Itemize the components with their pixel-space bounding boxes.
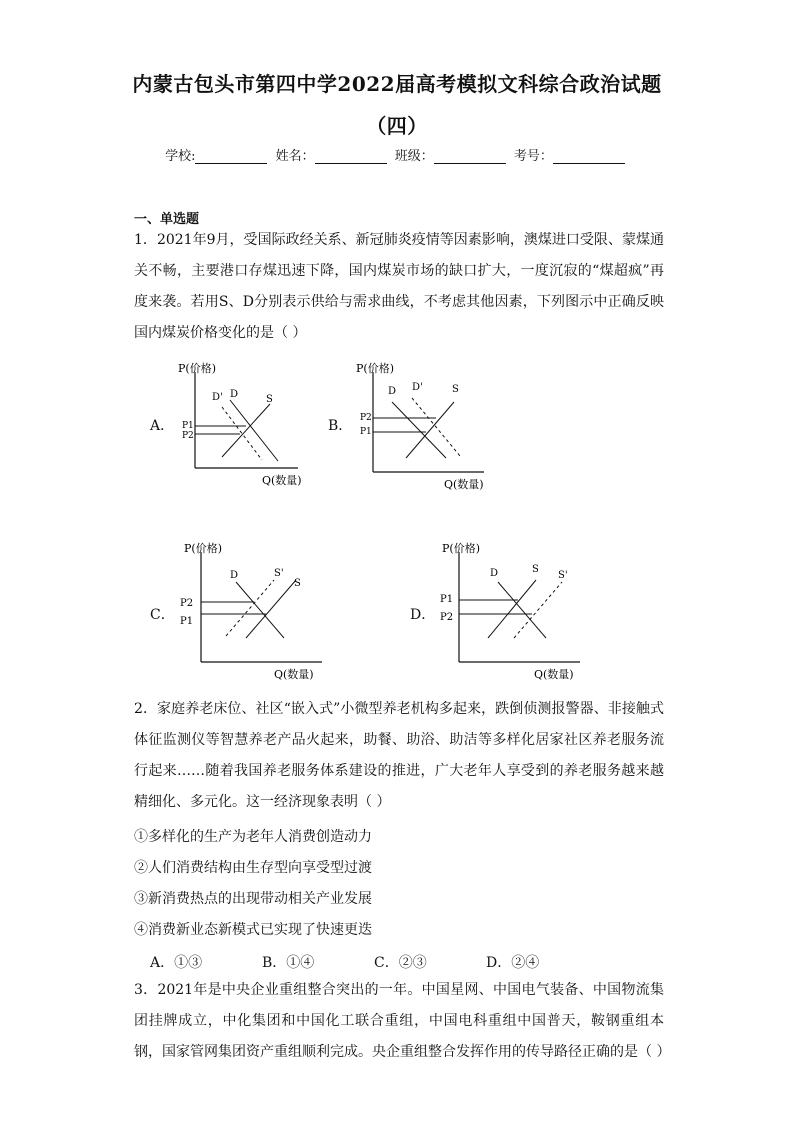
question-3-text: 3．2021年是中央企业重组整合突出的一年。中国星网、中国电气装备、中国物流集团挂牌成立，中化集团和中国化工联合重组，中国电科重组中国普天，鞍钢重组本钢，国家管网集团资产重组顺利完成。央企重组整合发挥作用的传导路径正确的是（ ） <box>134 982 671 1060</box>
exam-number-field[interactable] <box>553 151 625 164</box>
graph-b-letter: B． <box>328 418 353 434</box>
name-label: 姓名： <box>275 149 315 164</box>
choice-c[interactable]: C．②③ <box>374 955 427 971</box>
graph-a-curve-s <box>222 404 270 457</box>
graph-d-y-label: P(价格) <box>442 542 480 555</box>
graph-c-label-s: S <box>294 578 301 589</box>
graph-c-curve-d <box>236 582 284 638</box>
question-2-text: 2．家庭养老床位、社区“嵌入式”小微型养老机构多起来，跌倒侦测报警器、非接触式体征监测仪等智慧养老产品火起来，助餐、助浴、助洁等多样化居家社区养老服务流行起来……随着我国养老服务体系建设的推进，广大老年人享受到的养老服务越来越精细化、多元化。这一经济现象表明（ ） <box>134 701 664 810</box>
graph-b-price-1: P2 <box>360 413 372 423</box>
graph-b-price-2: P1 <box>360 427 372 437</box>
graph-c-letter: C． <box>150 607 175 623</box>
graph-c-price-2: P1 <box>180 616 194 627</box>
graph-d-label-s: S <box>532 564 539 575</box>
graph-a-curve-d <box>230 400 278 461</box>
school-label: 学校: <box>165 149 196 164</box>
graph-c-curve-s-prime <box>226 580 274 636</box>
graph-a-label-d: D <box>230 389 239 400</box>
student-info-line <box>0 145 794 164</box>
graph-b-y-label: P(价格) <box>356 362 394 375</box>
graph-d-letter: D． <box>410 607 436 623</box>
graph-d <box>434 540 594 684</box>
graph-b-curve-s <box>406 402 454 458</box>
exam-number-label: 考号： <box>513 149 553 164</box>
graph-c-label-s-prime: S' <box>274 568 284 579</box>
graph-d-curve-s <box>488 580 536 638</box>
page-title: 内蒙古包头市第四中学2022届高考模拟文科综合政治试题 <box>132 72 662 96</box>
graph-a-price-2: P2 <box>182 431 194 441</box>
graph-a-x-label: Q(数量) <box>262 474 302 487</box>
graph-a-price-1: P1 <box>182 421 194 431</box>
graph-d-x-label: Q(数量) <box>534 668 574 681</box>
graph-a-letter: A． <box>150 418 175 434</box>
graph-d-label-s-prime: S' <box>558 570 568 581</box>
question-2-statement-4: ④消费新业态新模式已实现了快速更迭 <box>134 922 372 938</box>
class-label: 班级： <box>394 149 434 164</box>
question-2-statement-3: ③新消费热点的出现带动相关产业发展 <box>134 891 372 907</box>
graph-c-y-label: P(价格) <box>184 542 222 555</box>
graph-d-price-1: P1 <box>440 594 454 605</box>
question-1-text: 1．2021年9月，受国际政经关系、新冠肺炎疫情等因素影响，澳煤进口受限、蒙煤通关不畅，主要港口存煤迅速下降，国内煤炭市场的缺口扩大，一度沉寂的“煤超疯”再度来袭。若用S、D分别表示供给与需求曲线，不考虑其他因素，下列图示中正确反映国内煤炭价格变化的是（ ） <box>134 232 664 341</box>
graph-d-curve-d <box>498 582 546 638</box>
class-field[interactable] <box>434 151 506 164</box>
graph-b-label-d-prime: D' <box>412 382 423 393</box>
graph-c-label-d: D <box>230 570 239 581</box>
page-subtitle: （四） <box>366 114 428 138</box>
choice-b[interactable]: B．①④ <box>262 955 315 971</box>
graph-b-label-d: D <box>388 386 397 397</box>
graph-a <box>170 360 320 494</box>
question-2-statement-2: ②人们消费结构由生存型向享受型过渡 <box>134 860 372 876</box>
name-field[interactable] <box>315 151 387 164</box>
graph-c <box>176 540 336 684</box>
graph-d-price-2: P2 <box>440 612 454 623</box>
graph-b-curve-d <box>392 402 446 458</box>
graph-b <box>348 360 498 494</box>
graph-b-x-label: Q(数量) <box>444 478 484 491</box>
graph-c-price-1: P2 <box>180 598 194 609</box>
graph-a-y-label: P(价格) <box>178 362 216 375</box>
section-heading: 一、单选题 <box>134 212 200 227</box>
choice-a[interactable]: A．①③ <box>150 955 203 971</box>
graph-a-label-d-prime: D' <box>212 392 223 403</box>
graph-c-curve-s <box>246 580 296 638</box>
graph-d-label-d: D <box>490 568 499 579</box>
choice-d[interactable]: D．②④ <box>486 955 540 971</box>
question-2-choices <box>150 952 630 972</box>
graph-c-x-label: Q(数量) <box>274 668 314 681</box>
question-2-statement-1: ①多样化的生产为老年人消费创造动力 <box>134 829 372 845</box>
school-field[interactable] <box>195 151 267 164</box>
graph-b-label-s: S <box>452 384 459 395</box>
graph-d-curve-s-prime <box>514 582 562 638</box>
graph-a-label-s: S <box>266 394 273 405</box>
